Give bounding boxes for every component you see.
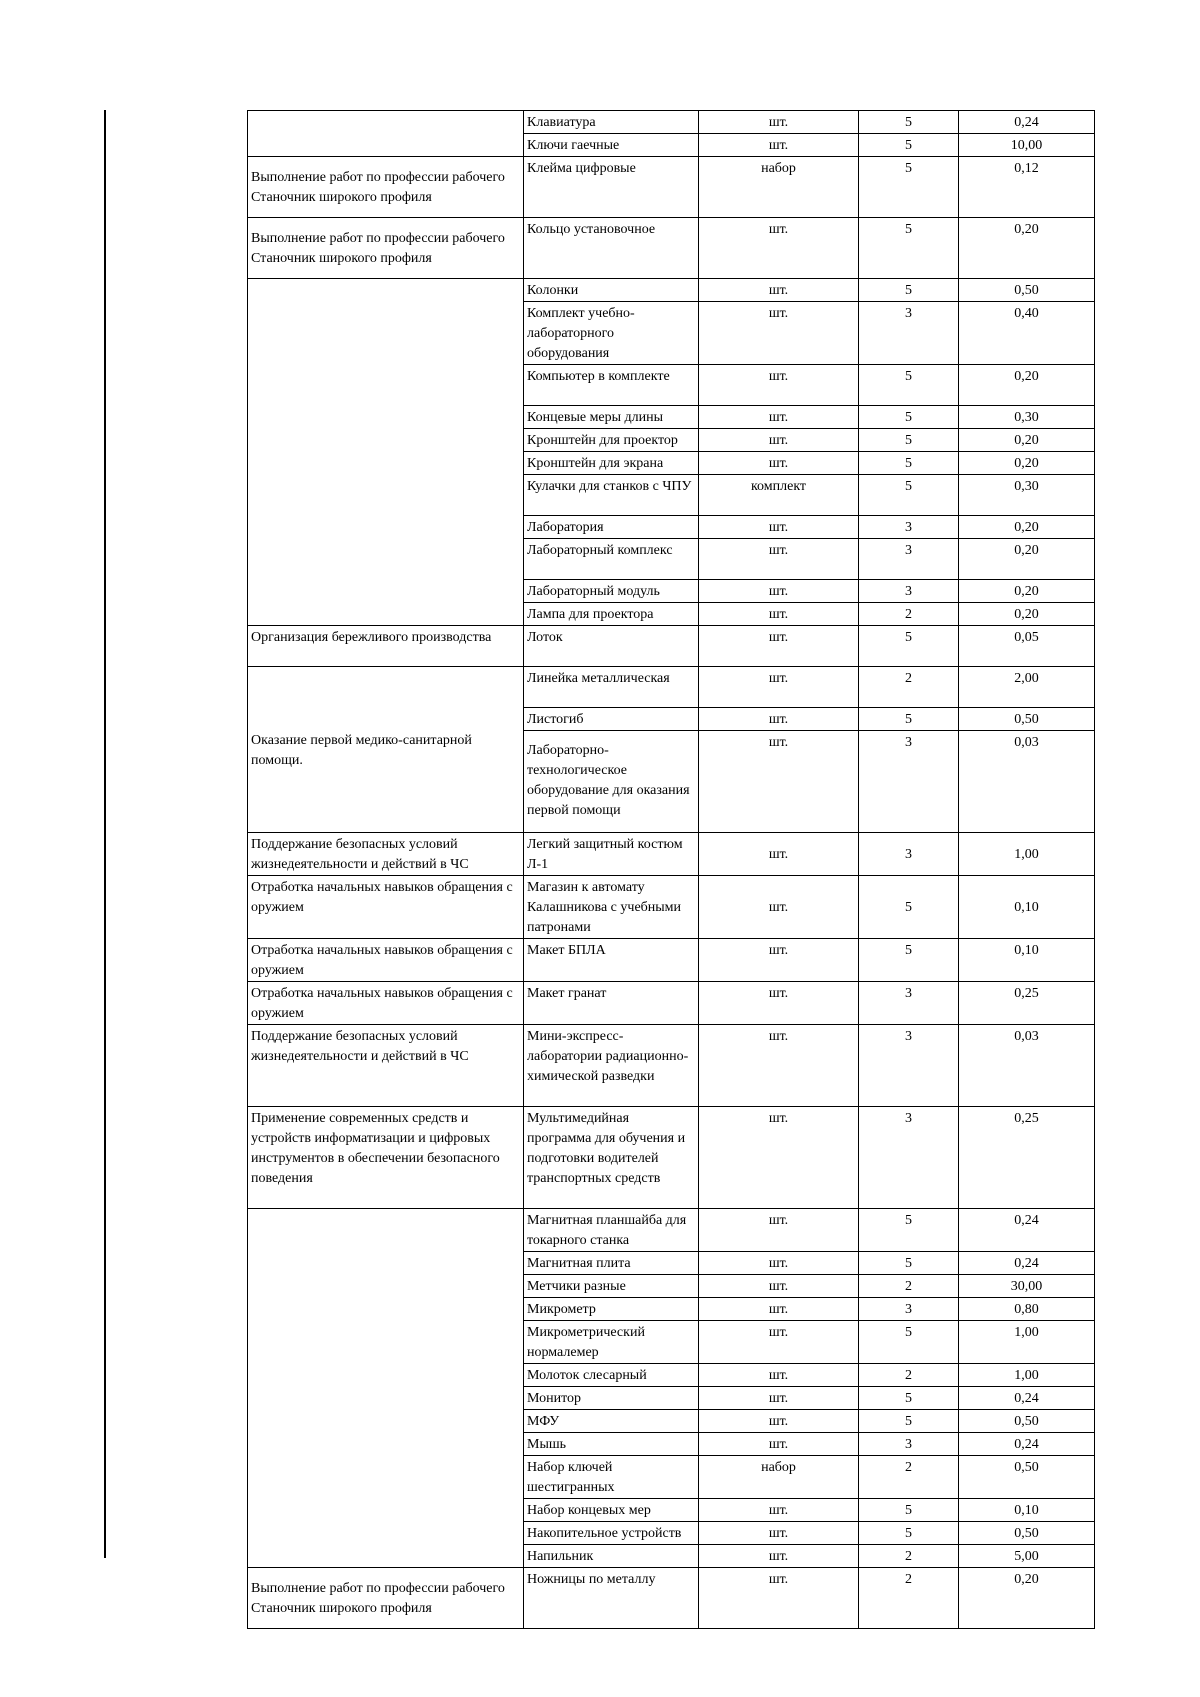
unit-cell: шт. xyxy=(699,134,859,157)
item-name-cell: МФУ xyxy=(524,1410,699,1433)
unit-cell: шт. xyxy=(699,982,859,1025)
unit-cell: шт. xyxy=(699,833,859,876)
unit-cell: шт. xyxy=(699,539,859,580)
value-cell: 0,25 xyxy=(959,982,1095,1025)
value-cell: 0,50 xyxy=(959,1522,1095,1545)
quantity-cell: 5 xyxy=(859,708,959,731)
activity-cell: Отработка начальных навыков обращения с оружием xyxy=(248,982,524,1025)
table-row xyxy=(248,667,1095,708)
value-cell: 5,00 xyxy=(959,1545,1095,1568)
item-name-cell: Макет гранат xyxy=(524,982,699,1025)
unit-cell: шт. xyxy=(699,731,859,833)
unit-cell: шт. xyxy=(699,1275,859,1298)
table-row xyxy=(248,939,1095,982)
item-name-cell: Ключи гаечные xyxy=(524,134,699,157)
unit-cell: шт. xyxy=(699,1522,859,1545)
value-cell: 0,20 xyxy=(959,218,1095,279)
value-cell: 0,50 xyxy=(959,708,1095,731)
table-row xyxy=(248,279,1095,302)
value-cell: 10,00 xyxy=(959,134,1095,157)
quantity-cell: 2 xyxy=(859,1568,959,1629)
quantity-cell: 3 xyxy=(859,731,959,833)
value-cell: 0,30 xyxy=(959,475,1095,516)
item-name-cell: Легкий защитный костюм Л-1 xyxy=(524,833,699,876)
item-name-cell: Мультимедийная программа для обучения и подготовки водителей транспортных средств xyxy=(524,1107,699,1209)
quantity-cell: 3 xyxy=(859,1107,959,1209)
item-name-cell: Комплект учебно-лабораторного оборудования xyxy=(524,302,699,365)
unit-cell: шт. xyxy=(699,1025,859,1107)
unit-cell: шт. xyxy=(699,626,859,667)
item-name-cell: Колонки xyxy=(524,279,699,302)
unit-cell: шт. xyxy=(699,939,859,982)
value-cell: 0,24 xyxy=(959,1209,1095,1252)
value-cell: 0,50 xyxy=(959,1410,1095,1433)
unit-cell: шт. xyxy=(699,1107,859,1209)
item-name-cell: Молоток слесарный xyxy=(524,1364,699,1387)
table-row xyxy=(248,1568,1095,1629)
table-row xyxy=(248,626,1095,667)
activity-cell: Организация бережливого производства xyxy=(248,626,524,667)
item-name-cell: Лоток xyxy=(524,626,699,667)
value-cell: 0,10 xyxy=(959,876,1095,939)
item-name-cell: Ножницы по металлу xyxy=(524,1568,699,1629)
value-cell: 0,05 xyxy=(959,626,1095,667)
item-name-cell: Концевые меры длины xyxy=(524,406,699,429)
item-name-cell: Магазин к автомату Калашникова с учебными патронами xyxy=(524,876,699,939)
value-cell: 0,24 xyxy=(959,1433,1095,1456)
unit-cell: шт. xyxy=(699,1321,859,1364)
quantity-cell: 5 xyxy=(859,1321,959,1364)
quantity-cell: 5 xyxy=(859,406,959,429)
item-name-cell: Компьютер в комплекте xyxy=(524,365,699,406)
quantity-cell: 5 xyxy=(859,218,959,279)
quantity-cell: 5 xyxy=(859,1410,959,1433)
value-cell: 30,00 xyxy=(959,1275,1095,1298)
unit-cell: шт. xyxy=(699,218,859,279)
unit-cell: шт. xyxy=(699,1209,859,1252)
quantity-cell: 5 xyxy=(859,1522,959,1545)
value-cell: 2,00 xyxy=(959,667,1095,708)
item-name-cell: Магнитная планшайба для токарного станка xyxy=(524,1209,699,1252)
table-row xyxy=(248,111,1095,134)
quantity-cell: 5 xyxy=(859,1387,959,1410)
activity-cell xyxy=(248,279,524,626)
unit-cell: шт. xyxy=(699,1545,859,1568)
item-name-cell: Набор концевых мер xyxy=(524,1499,699,1522)
activity-cell: Выполнение работ по профессии рабочего Станочник широкого профиля xyxy=(248,1568,524,1629)
item-name-cell: Лабораторный комплекс xyxy=(524,539,699,580)
value-cell: 1,00 xyxy=(959,833,1095,876)
unit-cell: шт. xyxy=(699,1252,859,1275)
quantity-cell: 5 xyxy=(859,475,959,516)
value-cell: 0,24 xyxy=(959,111,1095,134)
activity-cell: Оказание первой медико-санитарной помощи. xyxy=(248,667,524,833)
table-row xyxy=(248,218,1095,279)
value-cell: 0,50 xyxy=(959,1456,1095,1499)
value-cell: 0,24 xyxy=(959,1387,1095,1410)
quantity-cell: 3 xyxy=(859,982,959,1025)
left-margin-rule xyxy=(104,110,106,1558)
item-name-cell: Кронштейн для экрана xyxy=(524,452,699,475)
item-name-cell: Метчики разные xyxy=(524,1275,699,1298)
item-name-cell: Кронштейн для проектор xyxy=(524,429,699,452)
quantity-cell: 2 xyxy=(859,1545,959,1568)
table-row xyxy=(248,157,1095,218)
item-name-cell: Лампа для проектора xyxy=(524,603,699,626)
item-name-cell: Клавиатура xyxy=(524,111,699,134)
item-name-cell: Монитор xyxy=(524,1387,699,1410)
unit-cell: шт. xyxy=(699,1298,859,1321)
activity-cell xyxy=(248,1209,524,1568)
value-cell: 0,24 xyxy=(959,1252,1095,1275)
value-cell: 0,25 xyxy=(959,1107,1095,1209)
value-cell: 0,10 xyxy=(959,939,1095,982)
item-name-cell: Микрометрический нормалемер xyxy=(524,1321,699,1364)
item-name-cell: Макет БПЛА xyxy=(524,939,699,982)
quantity-cell: 3 xyxy=(859,302,959,365)
quantity-cell: 5 xyxy=(859,429,959,452)
item-name-cell: Набор ключей шестигранных xyxy=(524,1456,699,1499)
value-cell: 0,03 xyxy=(959,731,1095,833)
item-name-cell: Лабораторный модуль xyxy=(524,580,699,603)
table-row xyxy=(248,1107,1095,1209)
quantity-cell: 5 xyxy=(859,876,959,939)
quantity-cell: 5 xyxy=(859,939,959,982)
item-name-cell: Лабораторно-технологическое оборудование для оказания первой помощи xyxy=(524,731,699,833)
quantity-cell: 2 xyxy=(859,1275,959,1298)
activity-cell: Выполнение работ по профессии рабочего Станочник широкого профиля xyxy=(248,218,524,279)
quantity-cell: 2 xyxy=(859,1456,959,1499)
value-cell: 0,20 xyxy=(959,452,1095,475)
unit-cell: шт. xyxy=(699,1568,859,1629)
quantity-cell: 3 xyxy=(859,1433,959,1456)
quantity-cell: 5 xyxy=(859,1252,959,1275)
quantity-cell: 5 xyxy=(859,1499,959,1522)
unit-cell: шт. xyxy=(699,667,859,708)
item-name-cell: Клейма цифровые xyxy=(524,157,699,218)
unit-cell: шт. xyxy=(699,580,859,603)
value-cell: 0,20 xyxy=(959,429,1095,452)
table-row xyxy=(248,982,1095,1025)
activity-cell: Поддержание безопасных условий жизнедеятельности и действий в ЧС xyxy=(248,1025,524,1107)
value-cell: 0,80 xyxy=(959,1298,1095,1321)
table-row xyxy=(248,1209,1095,1252)
table-row xyxy=(248,1025,1095,1107)
quantity-cell: 3 xyxy=(859,1025,959,1107)
quantity-cell: 2 xyxy=(859,667,959,708)
value-cell: 0,20 xyxy=(959,603,1095,626)
item-name-cell: Мышь xyxy=(524,1433,699,1456)
quantity-cell: 5 xyxy=(859,452,959,475)
value-cell: 0,20 xyxy=(959,365,1095,406)
equipment-table xyxy=(247,110,1095,1629)
quantity-cell: 5 xyxy=(859,157,959,218)
value-cell: 1,00 xyxy=(959,1321,1095,1364)
item-name-cell: Микрометр xyxy=(524,1298,699,1321)
quantity-cell: 2 xyxy=(859,1364,959,1387)
unit-cell: шт. xyxy=(699,708,859,731)
value-cell: 0,12 xyxy=(959,157,1095,218)
unit-cell: шт. xyxy=(699,1364,859,1387)
quantity-cell: 3 xyxy=(859,516,959,539)
quantity-cell: 5 xyxy=(859,134,959,157)
quantity-cell: 5 xyxy=(859,111,959,134)
value-cell: 0,03 xyxy=(959,1025,1095,1107)
unit-cell: шт. xyxy=(699,302,859,365)
activity-cell: Применение современных средств и устройств информатизации и цифровых инструментов в обеспечении безопасного поведения xyxy=(248,1107,524,1209)
unit-cell: шт. xyxy=(699,603,859,626)
value-cell: 0,40 xyxy=(959,302,1095,365)
item-name-cell: Кулачки для станков с ЧПУ xyxy=(524,475,699,516)
quantity-cell: 3 xyxy=(859,1298,959,1321)
value-cell: 0,20 xyxy=(959,1568,1095,1629)
item-name-cell: Линейка металлическая xyxy=(524,667,699,708)
quantity-cell: 3 xyxy=(859,539,959,580)
item-name-cell: Напильник xyxy=(524,1545,699,1568)
unit-cell: комплект xyxy=(699,475,859,516)
unit-cell: шт. xyxy=(699,1433,859,1456)
unit-cell: шт. xyxy=(699,876,859,939)
unit-cell: шт. xyxy=(699,111,859,134)
activity-cell: Выполнение работ по профессии рабочего Станочник широкого профиля xyxy=(248,157,524,218)
unit-cell: набор xyxy=(699,1456,859,1499)
quantity-cell: 2 xyxy=(859,603,959,626)
item-name-cell: Листогиб xyxy=(524,708,699,731)
unit-cell: шт. xyxy=(699,429,859,452)
item-name-cell: Мини-экспресс-лаборатории радиационно-химической разведки xyxy=(524,1025,699,1107)
value-cell: 0,20 xyxy=(959,539,1095,580)
unit-cell: шт. xyxy=(699,279,859,302)
value-cell: 0,20 xyxy=(959,516,1095,539)
quantity-cell: 5 xyxy=(859,1209,959,1252)
unit-cell: шт. xyxy=(699,1387,859,1410)
quantity-cell: 5 xyxy=(859,626,959,667)
quantity-cell: 3 xyxy=(859,833,959,876)
unit-cell: набор xyxy=(699,157,859,218)
activity-cell xyxy=(248,111,524,157)
table-row xyxy=(248,876,1095,939)
unit-cell: шт. xyxy=(699,1410,859,1433)
item-name-cell: Кольцо установочное xyxy=(524,218,699,279)
table-row xyxy=(248,833,1095,876)
quantity-cell: 5 xyxy=(859,279,959,302)
value-cell: 0,20 xyxy=(959,580,1095,603)
quantity-cell: 3 xyxy=(859,580,959,603)
value-cell: 0,50 xyxy=(959,279,1095,302)
unit-cell: шт. xyxy=(699,365,859,406)
activity-cell: Отработка начальных навыков обращения с оружием xyxy=(248,939,524,982)
activity-cell: Поддержание безопасных условий жизнедеятельности и действий в ЧС xyxy=(248,833,524,876)
item-name-cell: Магнитная плита xyxy=(524,1252,699,1275)
value-cell: 0,30 xyxy=(959,406,1095,429)
unit-cell: шт. xyxy=(699,406,859,429)
item-name-cell: Лаборатория xyxy=(524,516,699,539)
value-cell: 1,00 xyxy=(959,1364,1095,1387)
unit-cell: шт. xyxy=(699,452,859,475)
unit-cell: шт. xyxy=(699,1499,859,1522)
quantity-cell: 5 xyxy=(859,365,959,406)
item-name-cell: Накопительное устройств xyxy=(524,1522,699,1545)
activity-cell: Отработка начальных навыков обращения с оружием xyxy=(248,876,524,939)
value-cell: 0,10 xyxy=(959,1499,1095,1522)
table-body xyxy=(248,111,1095,1629)
unit-cell: шт. xyxy=(699,516,859,539)
